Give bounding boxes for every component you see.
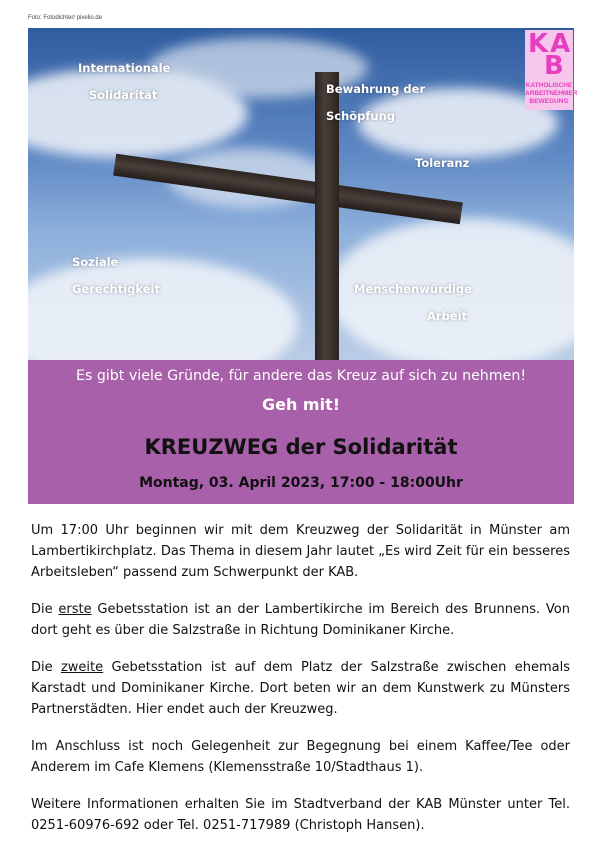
- event-date: Montag, 03. April 2023, 17:00 - 18:00Uhr: [139, 475, 463, 491]
- banner-call: Geh mit!: [261, 395, 341, 414]
- photo-credit: Foto: Fotodichter/ pixelio.de: [28, 15, 103, 21]
- hero-word-gerechtigkeit: Gerechtigkeit: [72, 282, 160, 296]
- logo-letters-top: KA: [528, 29, 573, 59]
- body-text: [31, 520, 570, 852]
- event-title: KREUZWEG der Solidarität: [144, 435, 458, 459]
- paragraph-contact: Weitere Informationen erhalten Sie im Stadtverband der KAB Münster unter Tel. 0251-60976-692 oder Tel. 0251-717989 (Christoph Hansen).: [31, 797, 570, 833]
- logo-line-3: BEWEGUNG: [529, 98, 569, 105]
- logo-letter-bottom: B: [544, 51, 564, 81]
- logo-line-1: KATHOLISCHE: [525, 82, 573, 89]
- hero-word-menschenwuerdige: Menschenwürdige: [354, 282, 472, 296]
- hero-word-bewahrung: Bewahrung der: [326, 82, 426, 96]
- hero-image: [28, 28, 578, 360]
- event-banner: [28, 360, 574, 504]
- paragraph-afterwards: Im Anschluss ist noch Gelegenheit zur Begegnung bei einem Kaffee/Tee oder Anderem im Cafe Klemens (Klemensstraße 10/Stadthaus 1).: [31, 739, 570, 775]
- paragraph-intro: Um 17:00 Uhr beginnen wir mit dem Kreuzweg der Solidarität in Münster am Lambertikirchplatz. Das Thema in diesem Jahr lautet „Es wird Zeit für ein besseres Arbeitsleben“ passend zum Schwerpunkt der KAB.: [31, 523, 570, 580]
- hero-word-internationale: Internationale: [78, 61, 171, 75]
- text-span: Die: [31, 660, 61, 675]
- text-span: Gebetsstation ist an der Lambertikirche im Bereich des Brunnens. Von dort geht es über die Salzstraße in Richtung Dominikaner Kirche.: [31, 602, 570, 638]
- logo-line-2: ARBEITNEHMER: [525, 90, 578, 97]
- kab-logo: [525, 29, 578, 110]
- hero-word-soziale: Soziale: [72, 255, 119, 269]
- cloud-shape: [28, 258, 298, 360]
- text-span: Gebetsstation ist auf dem Platz der Salzstraße zwischen ehemals Karstadt und Dominikaner Kirche. Dort beten wir an dem Kunstwerk zu Münsters Partnerstädten. Hier endet auch der Kreuzweg.: [31, 660, 570, 717]
- paragraph-first-station: [31, 599, 570, 641]
- hero-word-arbeit: Arbeit: [427, 309, 468, 323]
- underlined-word: zweite: [60, 660, 104, 675]
- paragraph-second-station: [31, 657, 570, 720]
- text-span: Die: [31, 602, 59, 617]
- logo-text: [525, 82, 578, 106]
- banner-slogan: Es gibt viele Gründe, für andere das Kreuz auf sich zu nehmen!: [75, 368, 527, 384]
- hero-word-toleranz: Toleranz: [415, 156, 470, 170]
- hero-word-schoepfung: Schöpfung: [326, 109, 396, 123]
- hero-word-solidaritaet: Solidarität: [89, 88, 158, 102]
- underlined-word: erste: [58, 602, 92, 617]
